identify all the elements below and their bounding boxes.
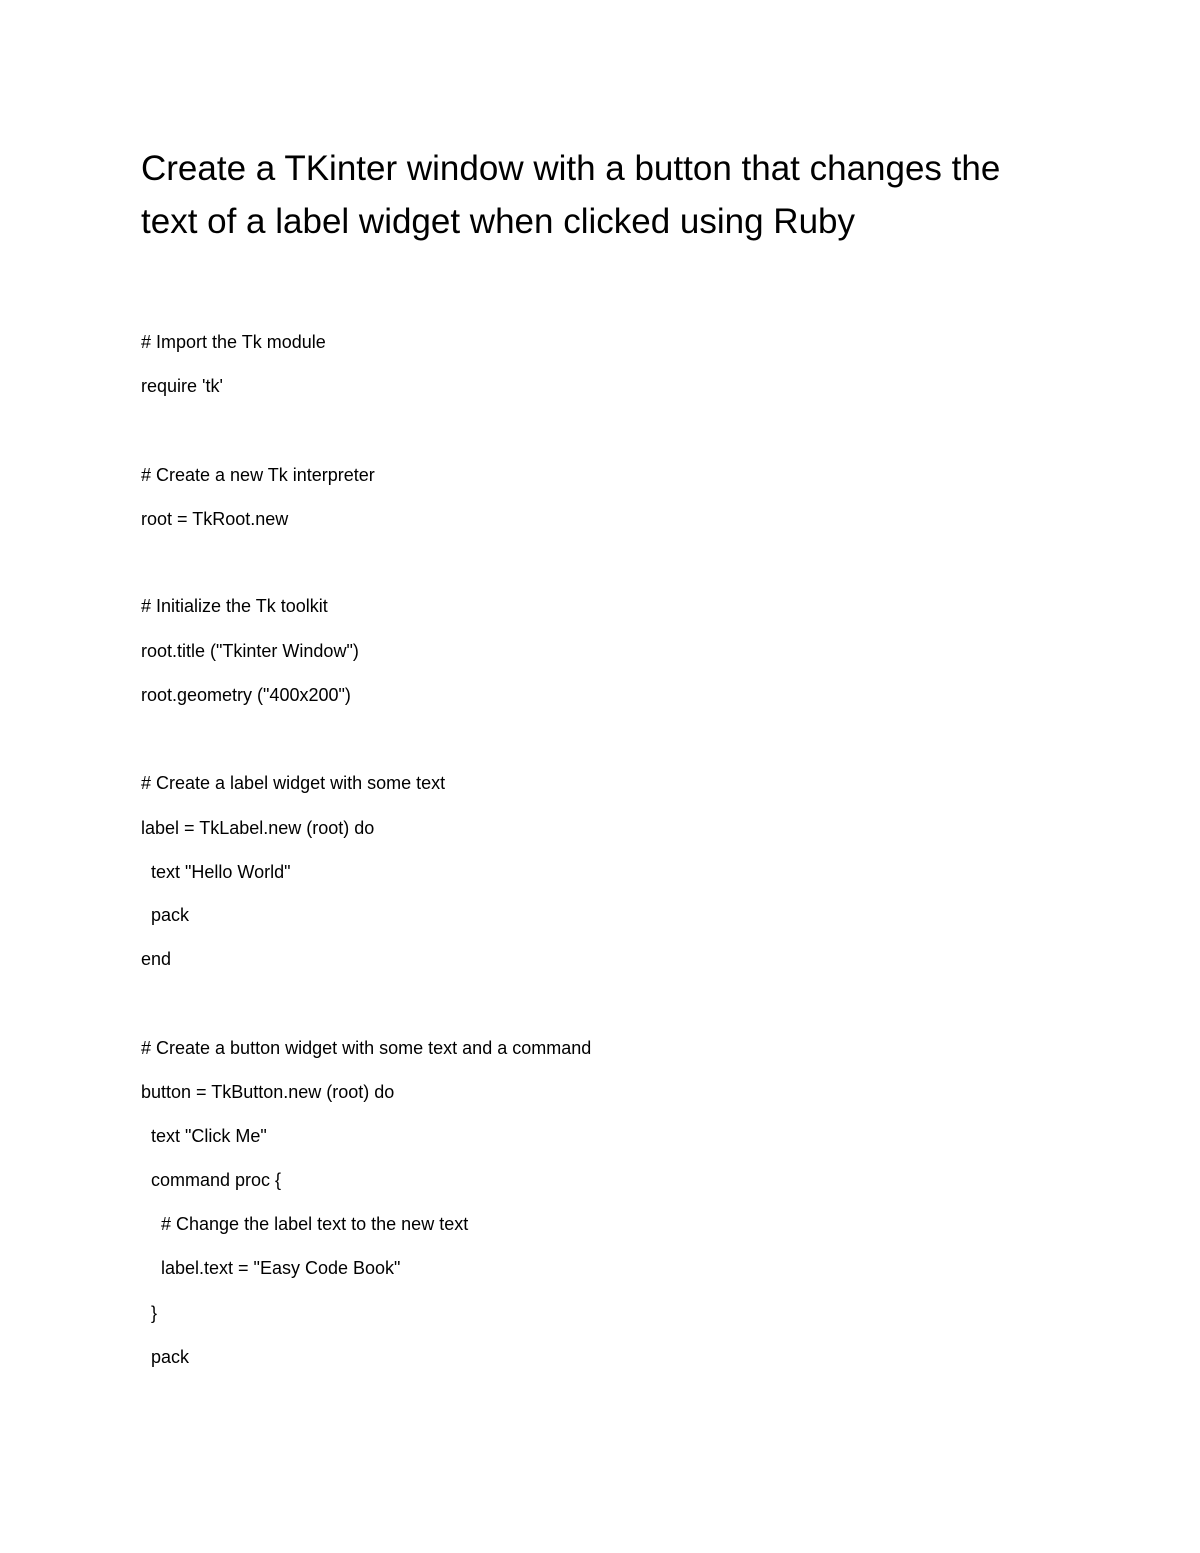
- code-line: pack: [141, 905, 190, 925]
- code-line: # Import the Tk module: [141, 332, 326, 352]
- code-line: root.title ("Tkinter Window"): [141, 641, 359, 661]
- code-line: root.geometry ("400x200"): [141, 685, 351, 705]
- code-line: label.text = "Easy Code Book": [141, 1258, 401, 1278]
- code-line: button = TkButton.new (root) do: [141, 1082, 395, 1102]
- code-line: command proc {: [141, 1170, 282, 1190]
- code-line: pack: [141, 1347, 190, 1367]
- code-line: # Initialize the Tk toolkit: [141, 596, 328, 616]
- code-line: require 'tk': [141, 376, 223, 396]
- code-line: # Change the label text to the new text: [141, 1214, 469, 1234]
- document-title: Create a TKinter window with a button that changes the text of a label widget when clicked using Ruby: [141, 149, 1001, 241]
- code-line: }: [141, 1303, 158, 1323]
- code-line: label = TkLabel.new (root) do: [141, 818, 375, 838]
- code-line: # Create a new Tk interpreter: [141, 465, 375, 485]
- code-line: text "Click Me": [141, 1126, 267, 1146]
- code-line: text "Hello World": [141, 862, 291, 882]
- code-line: end: [141, 949, 172, 969]
- code-line: # Create a label widget with some text: [141, 773, 446, 793]
- code-line: # Create a button widget with some text and a command: [141, 1038, 592, 1058]
- code-line: root = TkRoot.new: [141, 509, 289, 529]
